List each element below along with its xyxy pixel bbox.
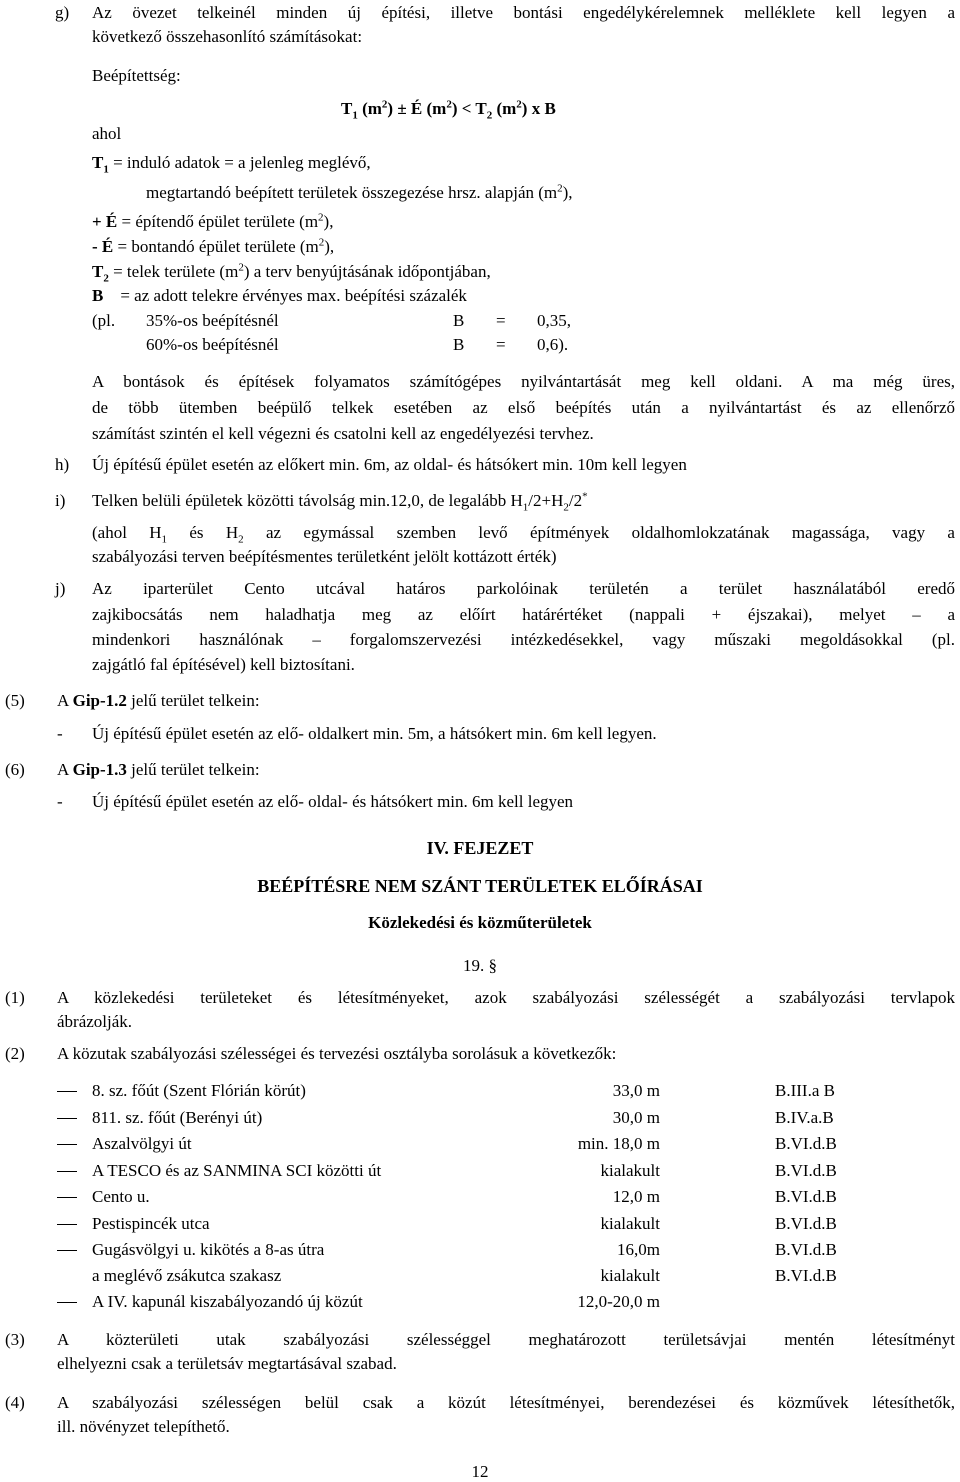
- paragraph-line: A közterületi utak szabályozási szélességgel meghatározott területsávjai mentén létesítményt: [57, 1330, 955, 1349]
- item-marker: i): [55, 491, 66, 510]
- list-dash: [57, 1091, 77, 1092]
- formula: $T_1$ $(m^2)$ ± É $(m^2) < T_2$ $(m^2)$ x B: [341, 98, 556, 122]
- paragraph-line: A bontások és építések folyamatos számítógépes nyilvántartását meg kell oldani. A ma még üres,: [92, 372, 955, 391]
- section-number: (6): [5, 760, 25, 779]
- road-class: B.IV.a.B: [775, 1108, 834, 1127]
- section-number: (4): [5, 1393, 25, 1412]
- section-number: (2): [5, 1044, 25, 1063]
- list-dash: [57, 1250, 77, 1251]
- road-name: Aszalvölgyi út: [92, 1134, 192, 1153]
- chapter-title: BEÉPÍTÉSRE NEM SZÁNT TERÜLETEK ELŐÍRÁSAI: [257, 876, 703, 896]
- list-dash: -: [57, 724, 63, 743]
- paragraph-line: zajkibocsátás nem haladhatja meg az előírt határértéket (nappali + éjszakai), melyet – a: [92, 605, 955, 624]
- label-ahol: ahol: [92, 124, 122, 143]
- road-name: 811. sz. főút (Berényi út): [92, 1108, 263, 1127]
- paragraph-line: számítást szintén el kell végezni és csatolni kell az engedélyezési tervhez.: [92, 424, 594, 443]
- road-name: a meglévő zsákutca szakasz: [92, 1266, 282, 1285]
- example: B: [453, 335, 465, 354]
- paragraph-line: következő összehasonlító számításokat:: [92, 27, 363, 46]
- label-beepitettseg: Beépítettség:: [92, 66, 181, 85]
- definition: B = az adott telekre érvényes max. beépítési százalék: [92, 286, 467, 305]
- paragraph-line: Az övezet telkeinél minden új építési, illetve bontási engedélykérelemnek melléklete kell legyen a: [92, 3, 955, 22]
- definition: $T_1$ = induló adatok = a jelenleg meglévő,: [92, 153, 371, 176]
- paragraph-line: Telken belüli épületek közötti távolság min.12,0, de legalább $H_1/2+H_2/2^*$: [92, 490, 588, 514]
- item-marker: j): [55, 579, 66, 598]
- paragraph-line: mindenkori használónak – forgalomszervezési intézkedésekkel, vagy műszaki megoldásokkal (pl.: [92, 630, 955, 649]
- road-name: Gugásvölgyi u. kikötés a 8-as útra: [92, 1240, 325, 1259]
- paragraph-line: Új építésű épület esetén az előkert min. 6m, az oldal- és hátsókert min. 10m kell legyen: [92, 455, 687, 474]
- road-name: Cento u.: [92, 1187, 150, 1206]
- road-name: A IV. kapunál kiszabályozandó új közút: [92, 1292, 363, 1311]
- road-name: 8. sz. főút (Szent Flórián körút): [92, 1081, 306, 1100]
- road-name: A TESCO és az SANMINA SCI közötti út: [92, 1161, 382, 1180]
- example: B: [453, 311, 465, 330]
- list-dash: [57, 1118, 77, 1119]
- item-marker: h): [55, 455, 70, 474]
- definition: megtartandó beépített területek összegezése hrsz. alapján $(m^2)$,: [146, 182, 573, 202]
- paragraph-line: Az iparterület Cento utcával határos parkolóinak területén a terület használatából eredő: [92, 579, 955, 598]
- list-dash: [57, 1197, 77, 1198]
- example: 60%-os beépítésnél: [146, 335, 279, 354]
- section-heading: A Gip-1.3 jelű terület telkein:: [57, 760, 260, 779]
- example: =: [496, 311, 506, 330]
- road-width: kialakult: [600, 1161, 660, 1180]
- road-class: B.III.a B: [775, 1081, 835, 1100]
- road-width: min. 18,0 m: [577, 1134, 660, 1153]
- list-item: Új építésű épület esetén az elő- oldal- és hátsókert min. 6m kell legyen: [92, 792, 574, 811]
- road-class: B.VI.d.B: [775, 1187, 837, 1206]
- paragraph-line: A szabályozási szélességen belül csak a közút létesítményei, berendezései és közművek létesíthetők,: [57, 1393, 955, 1412]
- paragraph-number: 19. §: [463, 956, 497, 975]
- road-width: 33,0 m: [612, 1081, 660, 1100]
- chapter-heading: IV. FEJEZET: [426, 838, 534, 858]
- road-width: kialakult: [600, 1214, 660, 1233]
- section-sign: §: [488, 956, 497, 975]
- paragraph-line: elhelyezni csak a területsáv megtartásával szabad.: [57, 1354, 397, 1373]
- item-marker: g): [55, 3, 70, 22]
- paragraph-line: ábrázolják.: [57, 1012, 133, 1031]
- paragraph-line: de több ütemben beépülő telkek esetében az első beépítés után a nyilvántartást és az ellenőrző: [92, 398, 955, 417]
- list-dash: [57, 1171, 77, 1172]
- section-number: (1): [5, 988, 25, 1007]
- road-width: 12,0-20,0 m: [577, 1292, 660, 1311]
- section-number: (5): [5, 691, 25, 710]
- example: 35%-os beépítésnél: [146, 311, 279, 330]
- section-subtitle: Közlekedési és közműterületek: [368, 913, 592, 932]
- road-width: kialakult: [600, 1266, 660, 1285]
- definition: $T_2$ = telek területe $(m^2)$ a terv benyújtásának időpontjában,: [92, 261, 491, 285]
- section-number: (3): [5, 1330, 25, 1349]
- road-width: 16,0m: [617, 1240, 660, 1259]
- road-class: B.VI.d.B: [775, 1266, 837, 1285]
- example: 0,6).: [537, 335, 569, 354]
- paragraph-line: A közlekedési területeket és létesítményeket, azok szabályozási szélességét a szabályozási tervlapok: [57, 988, 955, 1007]
- paragraph-line: A közutak szabályozási szélességei és tervezési osztályba sorolásuk a következők:: [57, 1044, 617, 1063]
- page-number: 12: [471, 1462, 489, 1481]
- example: 0,35,: [537, 311, 571, 330]
- list-item: Új építésű épület esetén az elő- oldalkert min. 5m, a hátsókert min. 6m kell legyen.: [92, 724, 657, 743]
- list-dash: [57, 1302, 77, 1303]
- definition: - É = bontandó épület területe $(m^2)$,: [92, 236, 335, 256]
- example: (pl.: [92, 311, 116, 330]
- road-width: 12,0 m: [612, 1187, 660, 1206]
- list-dash: [57, 1224, 77, 1225]
- paragraph-line: szabályozási terven beépítésmentes területként jelölt kottázott érték): [92, 547, 557, 566]
- definition: + É = építendő épület területe $(m^2)$,: [92, 211, 334, 231]
- paragraph-line: ill. növényzet telepíthető.: [57, 1417, 230, 1436]
- list-dash: [57, 1144, 77, 1145]
- road-class: B.VI.d.B: [775, 1161, 837, 1180]
- road-width: 30,0 m: [612, 1108, 660, 1127]
- paragraph-line: zajgátló fal építésével) kell biztosítani.: [92, 655, 355, 674]
- road-class: B.VI.d.B: [775, 1134, 837, 1153]
- example: =: [496, 335, 506, 354]
- section-heading: A Gip-1.2 jelű terület telkein:: [57, 691, 260, 710]
- road-class: B.VI.d.B: [775, 1240, 837, 1259]
- list-dash: -: [57, 792, 63, 811]
- paragraph-line: (ahol $H_1$ és $H_2$ az egymással szemben levő építmények oldalhomlokzatának magassága, vagy a: [92, 523, 955, 546]
- road-name: Pestispincék utca: [92, 1214, 210, 1233]
- road-class: B.VI.d.B: [775, 1214, 837, 1233]
